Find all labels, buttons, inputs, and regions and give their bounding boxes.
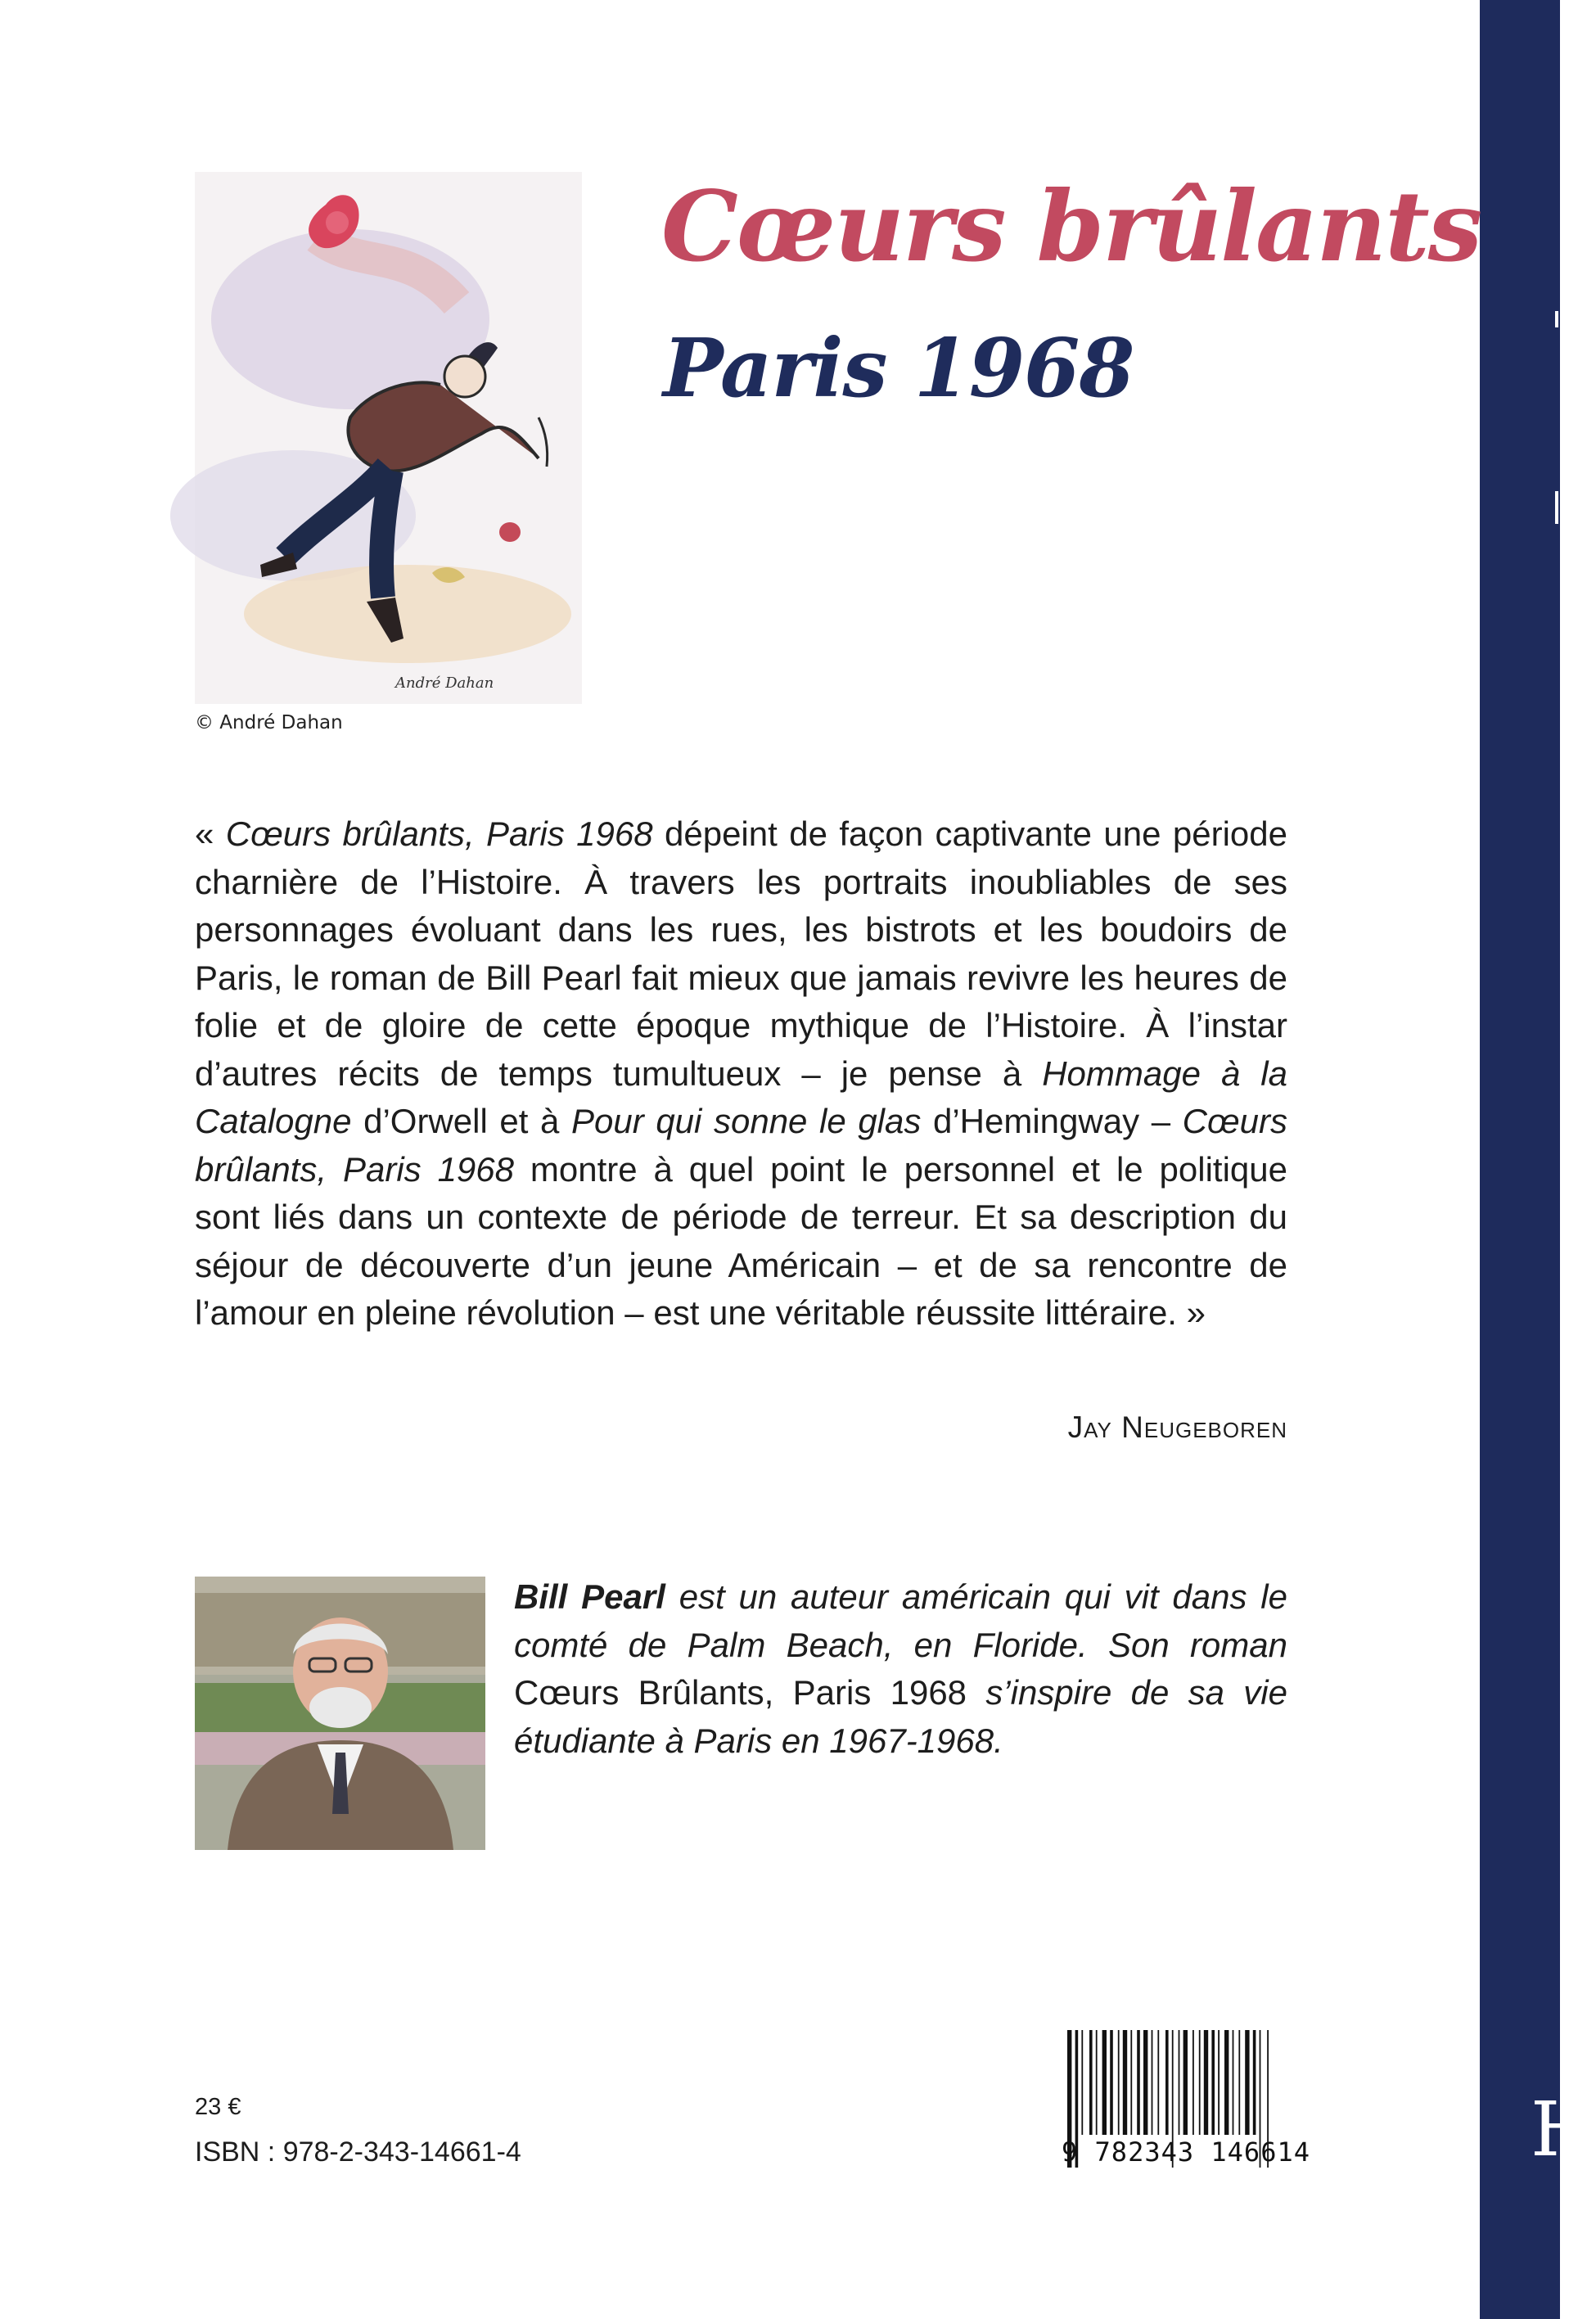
barcode-bar [1199, 2030, 1201, 2135]
spine-band [1480, 0, 1560, 2319]
isbn: ISBN : 978-2-343-14661-4 [195, 2136, 521, 2168]
quote-title-ref: Hommage à la Catalogne [195, 1053, 1287, 1140]
barcode-bar [1204, 2030, 1208, 2135]
barcode-bar [1089, 2030, 1093, 2135]
quote-open-mark: « [195, 814, 226, 853]
barcode-bar [1183, 2030, 1188, 2135]
barcode-bar [1165, 2030, 1169, 2135]
barcode-digits: 9 782343 146614 [1062, 2136, 1310, 2168]
author-name: Bill Pearl [514, 1577, 665, 1616]
barcode-bar [1253, 2030, 1256, 2135]
barcode-bar [1123, 2030, 1127, 2135]
barcode-bar [1102, 2030, 1107, 2135]
bio-text: s’inspire de sa vie étudiante à Paris en 1967-1968. [514, 1673, 1287, 1760]
spine-mark [1555, 491, 1558, 524]
price: 23 € [195, 2094, 241, 2120]
cover-illustration [195, 172, 582, 704]
barcode-bar [1211, 2030, 1215, 2135]
quote-text: dépeint de façon captivante une période charnière de l’Histoire. À travers les portraits inoubliables de ses personnages évoluant dans les rues, les bistrots et les boudoirs de Paris, le roman de Bill Pearl fait mieux que jamais revivre les heures de folie et de gloire de cette époque mythique de l’Histoire. À l’instar d’autres récits de temps tumultueux – je pense à [195, 814, 1287, 1093]
illustration-signature: André Dahan [395, 674, 494, 692]
quote-title-ref: Pour qui sonne le glas [571, 1102, 922, 1140]
quote-text: d’Orwell et à [351, 1102, 571, 1140]
illustration-drawing [195, 172, 582, 704]
barcode-bar [1192, 2030, 1194, 2135]
book-subtitle: Paris 1968 [663, 322, 1134, 416]
spine-mark [1555, 311, 1558, 327]
barcode-bar [1110, 2030, 1113, 2135]
barcode-bar [1130, 2030, 1132, 2135]
barcode-bar [1224, 2030, 1229, 2135]
author-portrait [195, 1577, 485, 1850]
bio-book-title: Cœurs Brûlants, Paris 1968 [514, 1673, 967, 1712]
author-photo [195, 1577, 485, 1850]
quote-title-ref: Cœurs brûlants, Paris 1968 [225, 814, 653, 853]
barcode-bar [1157, 2030, 1159, 2135]
quote-author: Jay Neugeboren [1067, 1410, 1287, 1444]
review-quote [195, 810, 1287, 1338]
barcode-bar [1233, 2030, 1234, 2135]
barcode-bar [1137, 2030, 1140, 2135]
quote-text: d’Hemingway – [921, 1102, 1183, 1140]
barcode-bar [1081, 2030, 1083, 2135]
barcode-bar [1218, 2030, 1220, 2135]
quote-title-ref: Cœurs brûlants, Paris 1968 [195, 1102, 1287, 1189]
barcode-bar [1118, 2030, 1120, 2135]
book-title: Cœurs brûlants [661, 169, 1481, 283]
author-bio [514, 1573, 1287, 1765]
bio-text: est un auteur américain qui vit dans le comté de Palm Beach, en Floride. Son roman [514, 1577, 1287, 1664]
barcode-bar [1143, 2030, 1147, 2135]
barcode-bar [1152, 2030, 1153, 2135]
barcode-bar [1238, 2030, 1240, 2135]
illustration-credit: © André Dahan [195, 712, 343, 733]
barcode-bar [1245, 2030, 1249, 2135]
quote-text: montre à quel point le personnel et le politique sont liés dans un contexte de période de terreur. Et sa description du séjour de découverte d’un jeune Américain – et de sa rencontre de l’amour en pleine révolution – est une véritable réussite littéraire. » [195, 1149, 1287, 1332]
publisher-logo-letter: H [1531, 2086, 1596, 2173]
barcode-bar [1179, 2030, 1180, 2135]
barcode-bar [1096, 2030, 1098, 2135]
